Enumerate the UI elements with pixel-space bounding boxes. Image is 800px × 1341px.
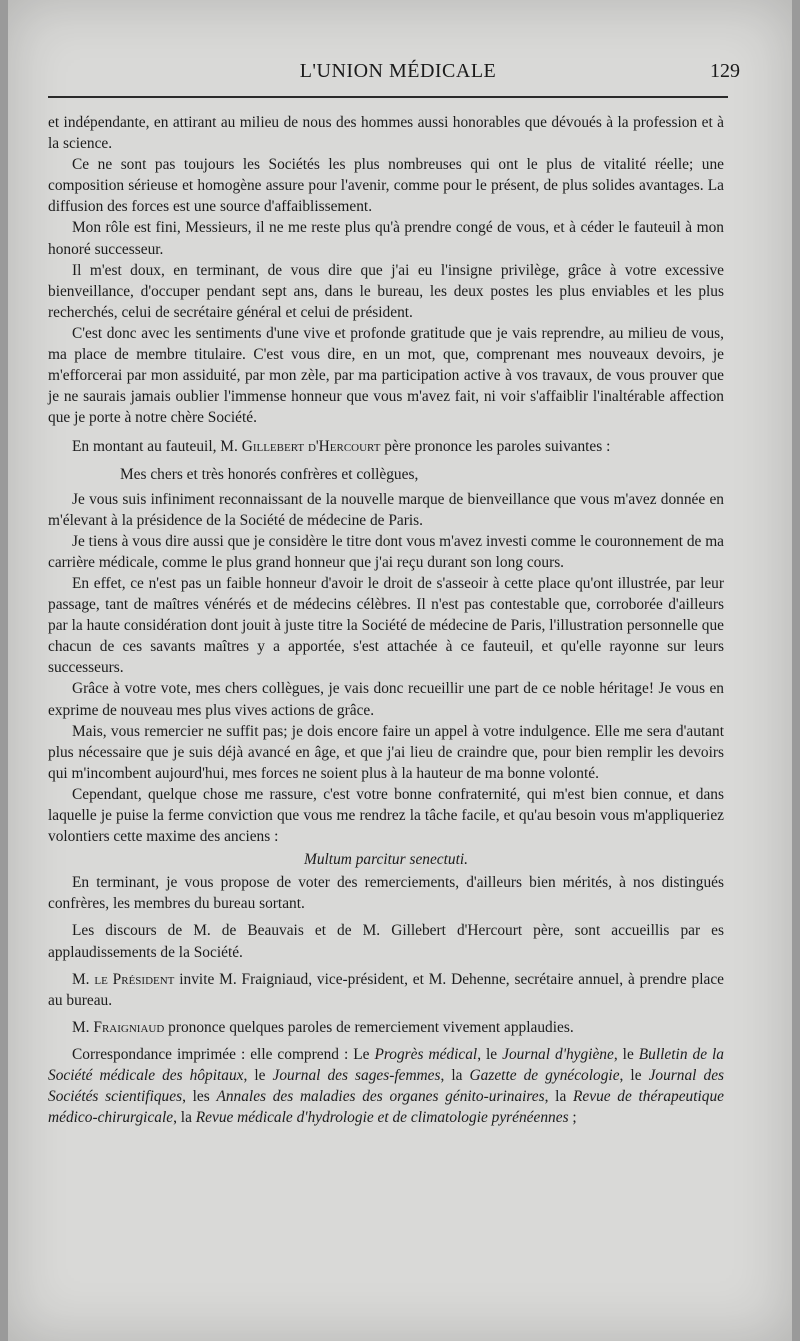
text-run: , la [173,1109,196,1127]
text-run: invite M. Fraigniaud, vice-président, et M. Dehenne, secrétaire annuel, à prendre place au bureau. [48,970,724,1009]
salutation: Mes chers et très honorés confrères et collègues, [120,465,419,483]
publication-title: Revue médicale d'hydrologie et de climatologie pyrénéennes [195,1109,569,1127]
paragraph: Ce ne sont pas toujours les Sociétés les plus nombreuses qui ont le plus de vitalité réelle; une composition sérieuse et homogène assure pour l'avenir, comme pour le présent, de plus solides avantages. La diffusion des forces est une source d'affaiblissement. [48,156,724,216]
article-body [48,112,724,1128]
paragraph [48,969,724,1011]
text-run: , les [182,1088,217,1106]
paragraph: Grâce à votre vote, mes chers collègues, je vais donc recueillir une part de ce noble héritage! Je vous en exprime de nouveau mes plus vives actions de grâce. [48,680,724,719]
paragraph [48,1017,724,1038]
paragraph: Il m'est doux, en terminant, de vous dire que j'ai eu l'insigne privilège, grâce à votre excessive bienveillance, d'occuper pendant sept ans, dans le bureau, les deux postes les plus enviables et les plus recherchés, celui de secrétaire général et celui de président. [48,261,724,321]
paragraph: Je vous suis infiniment reconnaissant de la nouvelle marque de bienveillance que vous m'avez donnée en m'élevant à la présidence de la Société de médecine de Paris. [48,490,724,529]
speaker-name: Gillebert d'Hercourt [241,438,381,456]
text-run: Correspondance imprimée : elle comprend : Le [72,1045,375,1063]
president-title: le Président [94,970,175,988]
correspondence-paragraph [48,1044,724,1128]
paragraph: Mon rôle est fini, Messieurs, il ne me reste plus qu'à prendre congé de vous, et à céder le fauteuil à mon honoré successeur. [48,219,724,258]
publication-title: Journal des sages-femmes [272,1067,441,1085]
text-run: En montant au fauteuil, M. [72,438,242,456]
text-run: , le [619,1067,649,1085]
text-run: , le [243,1067,273,1085]
text-run: , la [440,1067,470,1085]
header-rule [48,96,728,98]
text-run: prononce quelques paroles de remerciement vivement applaudies. [164,1018,574,1036]
text-run: ; [568,1109,577,1127]
paragraph: En terminant, je vous propose de voter des remerciements, d'ailleurs bien mérités, à nos distingués confrères, les membres du bureau sortant. [48,874,724,913]
publication-title: Journal des Sociétés scientifiques [48,1067,725,1106]
speaker-name: Fraigniaud [93,1018,165,1036]
text-run: M. [72,1018,94,1036]
text-run: , le [477,1045,503,1063]
document-page [8,0,792,1341]
paragraph: Cependant, quelque chose me rassure, c'est votre bonne confraternité, qui m'est bien connue, et dans laquelle je puise la ferme conviction que vous me rendrez la tâche facile, et qu'au besoin vous m'appliqueriez volontiers cette maxime des anciens : [48,785,724,846]
running-header [48,60,748,90]
paragraph: Les discours de M. de Beauvais et de M. Gillebert d'Hercourt père, sont accueillis par es applaudissements de la Société. [48,922,724,961]
publication-title: Bulletin de la Société médicale des hôpitaux [48,1045,724,1085]
publication-title: Progrès médical [374,1045,478,1063]
publication-title: Annales des maladies des organes génito-urinaires [216,1088,545,1106]
publication-title: Revue de thérapeutique médico-chirurgicale [48,1088,725,1127]
paragraph: et indépendante, en attirant au milieu de nous des hommes aussi honorables que dévoués à la profession et à la science. [48,114,724,153]
text-run: père prononce les paroles suivantes : [380,438,611,456]
paragraph: Je tiens à vous dire aussi que je considère le titre dont vous m'avez investi comme le couronnement de ma carrière médicale, comme le plus grand honneur que j'ai reçu durant son long cours. [48,532,724,571]
text-run: M. [72,970,95,988]
paragraph: Mais, vous remercier ne suffit pas; je dois encore faire un appel à votre indulgence. Elle me sera d'autant plus nécessaire que je suis déjà avancé en âge, et que j'ai lieu de craindre que, pour bien remplir les devoirs qui m'incombent aujourd'hui, mes forces ne soient plus à la hauteur de ma bonne volonté. [48,722,724,782]
publication-title: Gazette de gynécologie [469,1067,620,1085]
paragraph [48,436,724,457]
latin-quote: Multum parcitur senectuti. [304,851,468,869]
paragraph: En effet, ce n'est pas un faible honneur d'avoir le droit de s'asseoir à cette place qu'ont illustrée, par leur passage, tant de maîtres vénérés et de médecins célèbres. Il n'est pas contestable que, corroborée d'ailleurs par la haute considération dont jouit à juste titre la Société de médecine de Paris, l'illustration personnelle que chacun de ces savants maîtres y a apportée, s'est attachée à ce fauteuil, et qu'elle rayonne sur leurs successeurs. [48,574,724,677]
publication-title: Journal d'hygiène [502,1045,614,1063]
paragraph: C'est donc avec les sentiments d'une vive et profonde gratitude que je vais reprendre, au milieu de vous, ma place de membre titulaire. C'est vous dire, en un mot, que, comprenant mes nouveaux devoirs, je m'efforcerai par mon assiduité, par mon zèle, par ma participation active à vos travaux, de vous prouver que je ne saurais jamais oublier l'immense honneur que vous m'avez fait, ni voir s'affaiblir l'inaltérable affection que je porte à notre chère Société. [48,324,724,427]
page-number: 129 [710,60,740,82]
text-run: , le [613,1045,639,1063]
text-run: , la [544,1088,573,1106]
journal-title: L'UNION MÉDICALE [299,60,497,82]
